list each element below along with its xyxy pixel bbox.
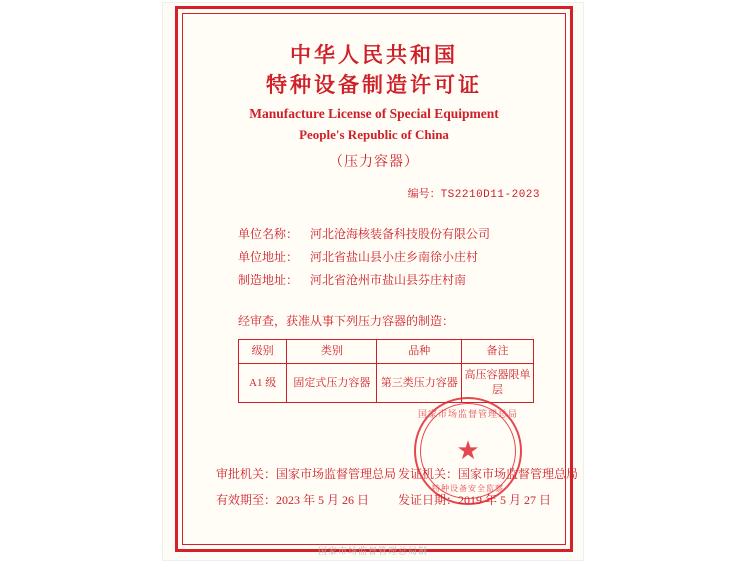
table-header-variety: 品种 [377, 340, 462, 364]
seal-star-icon: ★ [456, 436, 480, 465]
field-value-manufacture-address: 河北省沧州市盐山县芬庄村南 [310, 273, 467, 287]
table-cell-level: A1 级 [239, 364, 287, 403]
title-english-line-2: People's Republic of China [299, 127, 449, 142]
table-cell-remark: 高压容器限单层 [462, 364, 534, 403]
footer-issuer [398, 461, 578, 487]
table-header-category: 类别 [287, 340, 377, 364]
seal-bottom-text: 特种设备安全监察 [432, 484, 504, 493]
certificate-number [200, 185, 548, 201]
table-cell-variety: 第三类压力容器 [377, 364, 462, 403]
certificate-footer [200, 461, 579, 513]
footer-authority [200, 461, 398, 487]
table-cell-category: 固定式压力容器 [287, 364, 377, 403]
footer-valid-until [200, 487, 398, 513]
seal-top-text: 国家市场监督管理总局 [417, 409, 518, 419]
title-chinese-line-1: 中华人民共和国 [290, 43, 458, 67]
field-row-company-address [238, 246, 548, 269]
field-label-company-name: 单位名称： [238, 227, 299, 241]
footer-row-dates [200, 487, 552, 513]
footer-issuer-label: 发证机关： [398, 467, 459, 481]
title-english-line-1: Manufacture License of Special Equipment [249, 106, 499, 121]
table-header-row [239, 340, 534, 364]
scope-table [238, 339, 534, 403]
table-row [239, 364, 534, 403]
field-label-manufacture-address: 制造地址： [238, 273, 299, 287]
certificate-number-value: TS2210D11-2023 [440, 189, 540, 201]
approval-statement: 经审查，获准从事下列压力容器的制造： [238, 314, 455, 328]
footer-issue-date-label: 发证日期： [398, 493, 459, 507]
table-header-level: 级别 [239, 340, 287, 364]
certificate-content [178, 9, 579, 549]
footer-row-authority [200, 461, 579, 487]
field-value-company-address: 河北省盐山县小庄乡南徐小庄村 [310, 250, 479, 264]
footer-issue-date-value: 2019 年 5 月 27 日 [458, 493, 552, 507]
certificate [175, 6, 579, 552]
certificate-number-label: 编号： [407, 188, 441, 200]
field-value-company-name: 河北沧海核装备科技股份有限公司 [310, 227, 491, 241]
footer-valid-label: 有效期至： [216, 493, 277, 507]
footer-authority-label: 审批机关： [216, 467, 277, 481]
title-chinese-line-2: 特种设备制造许可证 [266, 73, 482, 97]
table-header-remark: 备注 [462, 340, 534, 364]
footer-issuer-value: 国家市场监督管理总局 [458, 467, 579, 481]
certificate-subtitle: （压力容器） [329, 155, 419, 170]
field-row-company-name [238, 223, 548, 246]
footer-authority-value: 国家市场监督管理总局 [276, 467, 397, 481]
footer-valid-value: 2023 年 5 月 26 日 [276, 493, 370, 507]
field-label-company-address: 单位地址： [238, 250, 299, 264]
issuer-footnote: 国家市场监督管理总局制 [317, 546, 428, 556]
field-row-manufacture-address [238, 269, 548, 292]
field-list [200, 223, 548, 292]
scope-table-wrapper [200, 339, 548, 403]
footer-issue-date [398, 487, 551, 513]
